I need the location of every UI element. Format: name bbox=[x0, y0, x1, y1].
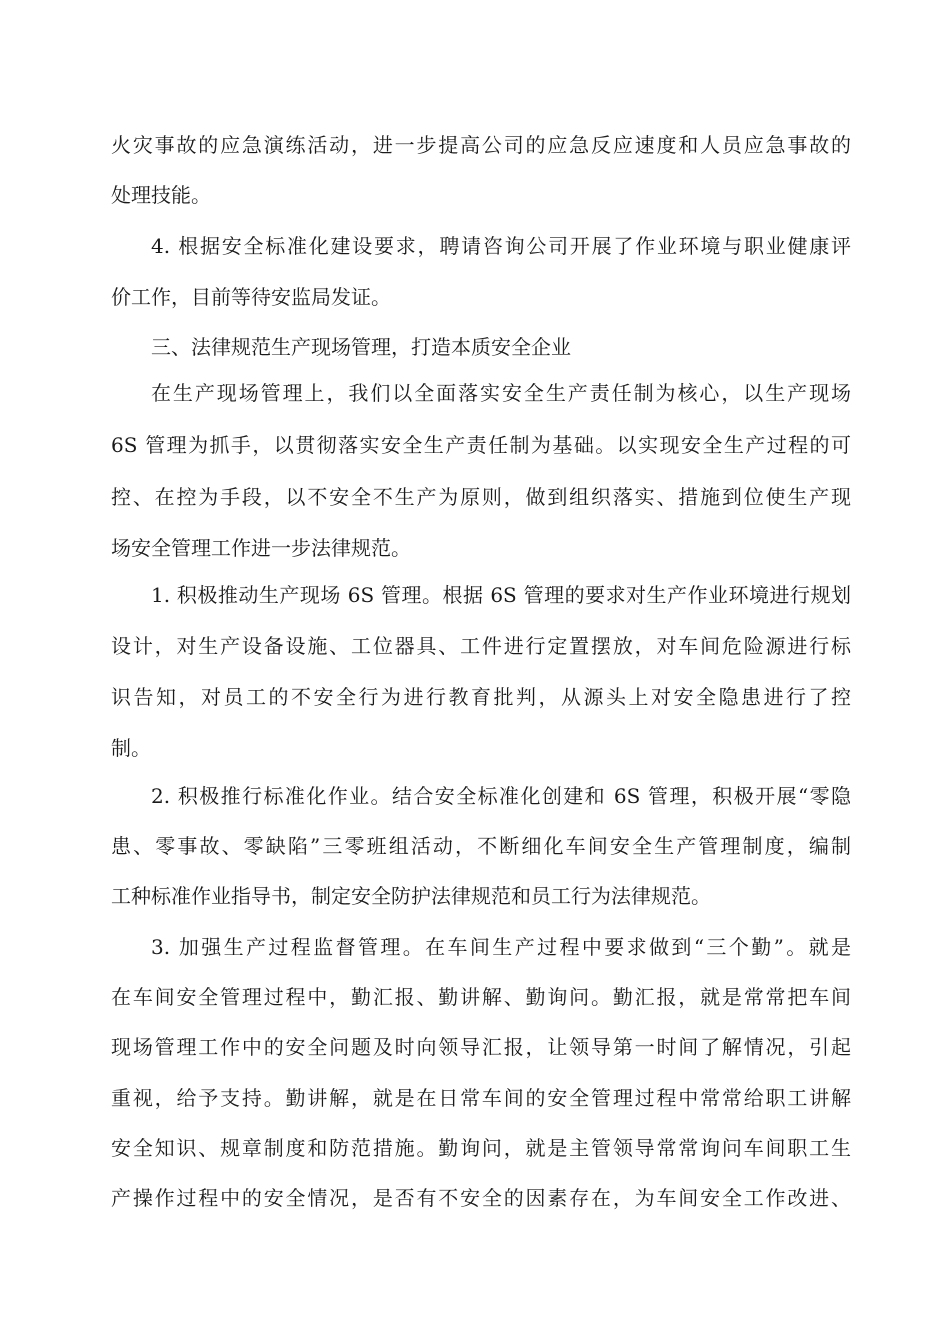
text-line: 场安全管理工作进一步法律规范。 bbox=[111, 536, 411, 560]
text-line: 患、零事故、零缺陷”三零班组活动，不断细化车间安全生产管理制度，编制 bbox=[111, 834, 851, 858]
text-line: 工种标准作业指导书，制定安全防护法律规范和员工行为法律规范。 bbox=[111, 884, 711, 908]
text-line: 3. 加强生产过程监督管理。在车间生产过程中要求做到“三个勤”。就是 bbox=[151, 935, 851, 959]
text-line: 重视，给予支持。勤讲解，就是在日常车间的安全管理过程中常常给职工讲解 bbox=[111, 1086, 851, 1110]
text-line: 4. 根据安全标准化建设要求，聘请咨询公司开展了作业环境与职业健康评 bbox=[151, 234, 851, 258]
text-line: 在生产现场管理上，我们以全面落实安全生产责任制为核心，以生产现场 bbox=[151, 381, 851, 405]
text-line: 1. 积极推动生产现场 6S 管理。根据 6S 管理的要求对生产作业环境进行规划 bbox=[151, 583, 851, 607]
text-line: 产操作过程中的安全情况，是否有不安全的因素存在，为车间安全工作改进、 bbox=[111, 1186, 851, 1210]
text-line: 6S 管理为抓手，以贯彻落实安全生产责任制为基础。以实现安全生产过程的可 bbox=[111, 433, 851, 457]
text-line: 识告知，对员工的不安全行为进行教育批判，从源头上对安全隐患进行了控 bbox=[111, 685, 851, 709]
text-line: 设计，对生产设备设施、工位器具、工件进行定置摆放，对车间危险源进行标 bbox=[111, 634, 851, 658]
text-line: 安全知识、规章制度和防范措施。勤询问，就是主管领导常常询问车间职工生 bbox=[111, 1136, 851, 1160]
text-line: 处理技能。 bbox=[111, 183, 211, 207]
text-line: 火灾事故的应急演练活动，进一步提高公司的应急反应速度和人员应急事故的 bbox=[111, 133, 851, 157]
text-line: 价工作，目前等待安监局发证。 bbox=[111, 285, 391, 309]
text-line: 控、在控为手段，以不安全不生产为原则，做到组织落实、措施到位使生产现 bbox=[111, 485, 851, 509]
text-line: 制。 bbox=[111, 736, 151, 760]
section-heading: 三、法律规范生产现场管理，打造本质安全企业 bbox=[151, 335, 571, 359]
text-line: 现场管理工作中的安全问题及时向领导汇报，让领导第一时间了解情况，引起 bbox=[111, 1035, 851, 1059]
text-line: 2. 积极推行标准化作业。结合安全标准化创建和 6S 管理，积极开展“零隐 bbox=[151, 784, 851, 808]
text-line: 在车间安全管理过程中，勤汇报、勤讲解、勤询问。勤汇报，就是常常把车间 bbox=[111, 985, 851, 1009]
